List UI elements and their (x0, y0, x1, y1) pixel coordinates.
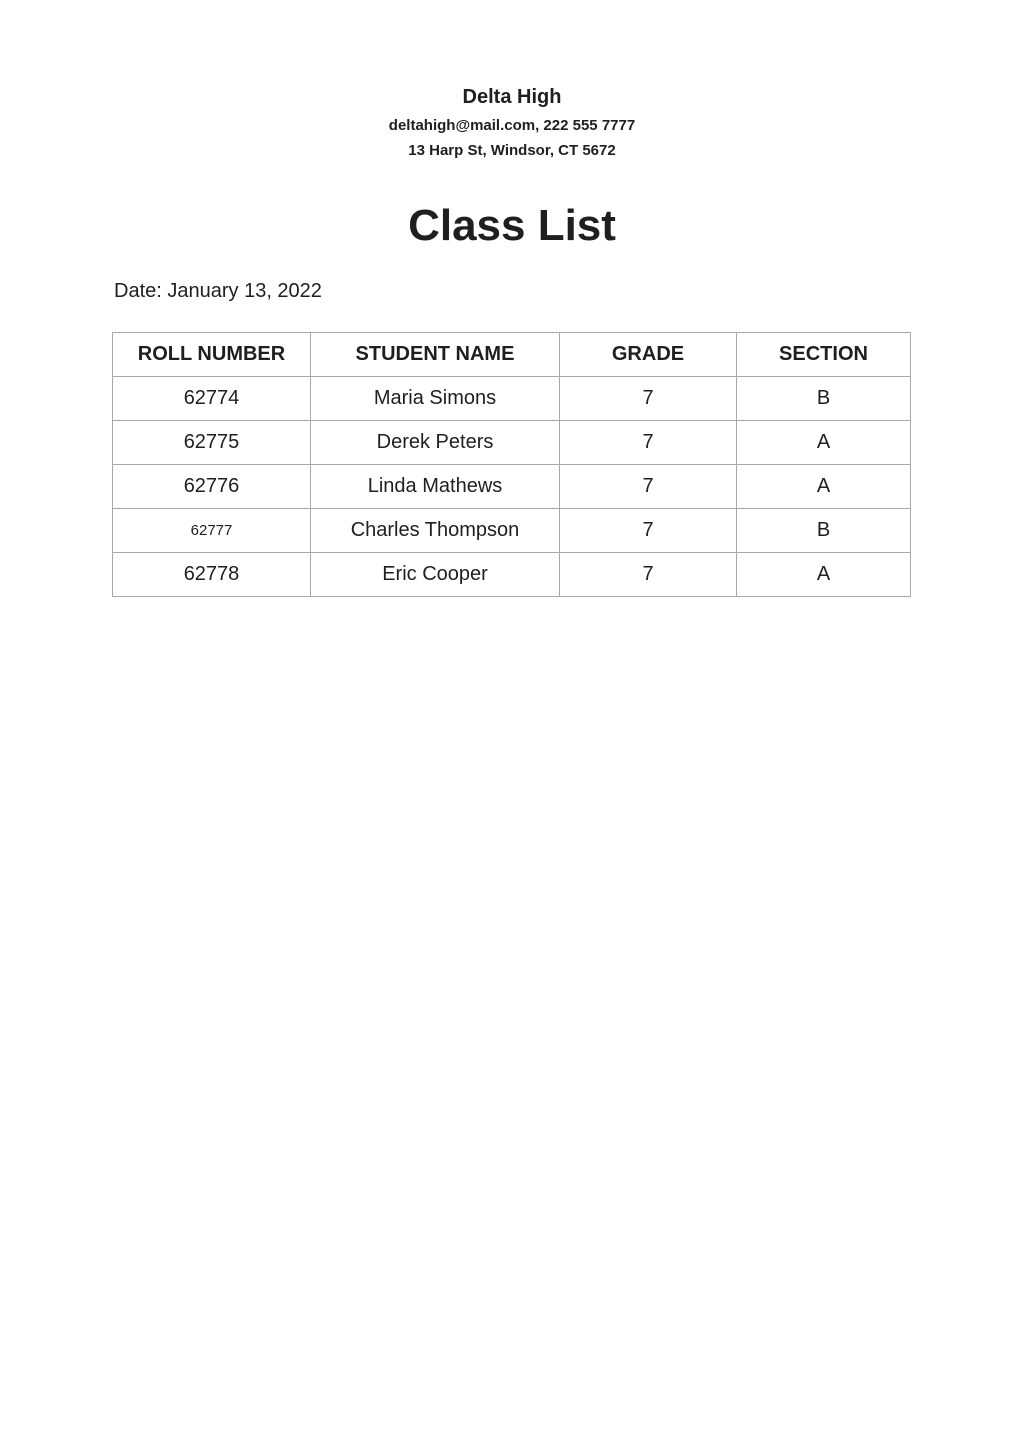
class-list-table (112, 332, 911, 597)
grade-cell: 7 (560, 465, 737, 509)
page-title: Class List (408, 201, 616, 250)
school-address: 13 Harp St, Windsor, CT 5672 (408, 142, 616, 159)
section-cell: A (737, 465, 911, 509)
student-name-cell: Linda Mathews (311, 465, 560, 509)
grade-cell: 7 (560, 509, 737, 553)
roll-number-cell: 62775 (113, 421, 311, 465)
roll-number-cell: 62777 (113, 509, 311, 553)
table-row (113, 465, 911, 509)
table-row (113, 421, 911, 465)
school-name: Delta High (462, 86, 562, 108)
column-header-section: SECTION (737, 333, 911, 377)
roll-number-cell: 62776 (113, 465, 311, 509)
grade-cell: 7 (560, 421, 737, 465)
document-date: Date: January 13, 2022 (114, 280, 322, 302)
section-cell: B (737, 377, 911, 421)
section-cell: A (737, 553, 911, 597)
grade-cell: 7 (560, 553, 737, 597)
roll-number-cell: 62778 (113, 553, 311, 597)
student-name-cell: Maria Simons (311, 377, 560, 421)
grade-cell: 7 (560, 377, 737, 421)
school-contact: deltahigh@mail.com, 222 555 7777 (388, 117, 636, 134)
column-header-roll-number: ROLL NUMBER (113, 333, 311, 377)
table-row (113, 377, 911, 421)
section-cell: B (737, 509, 911, 553)
table-row (113, 509, 911, 553)
letterhead (0, 84, 1024, 161)
student-name-cell: Eric Cooper (311, 553, 560, 597)
table-row (113, 553, 911, 597)
roll-number-cell: 62774 (113, 377, 311, 421)
section-cell: A (737, 421, 911, 465)
column-header-student-name: STUDENT NAME (311, 333, 560, 377)
column-header-grade: GRADE (560, 333, 737, 377)
student-name-cell: Charles Thompson (311, 509, 560, 553)
student-name-cell: Derek Peters (311, 421, 560, 465)
table-header-row (113, 333, 911, 377)
